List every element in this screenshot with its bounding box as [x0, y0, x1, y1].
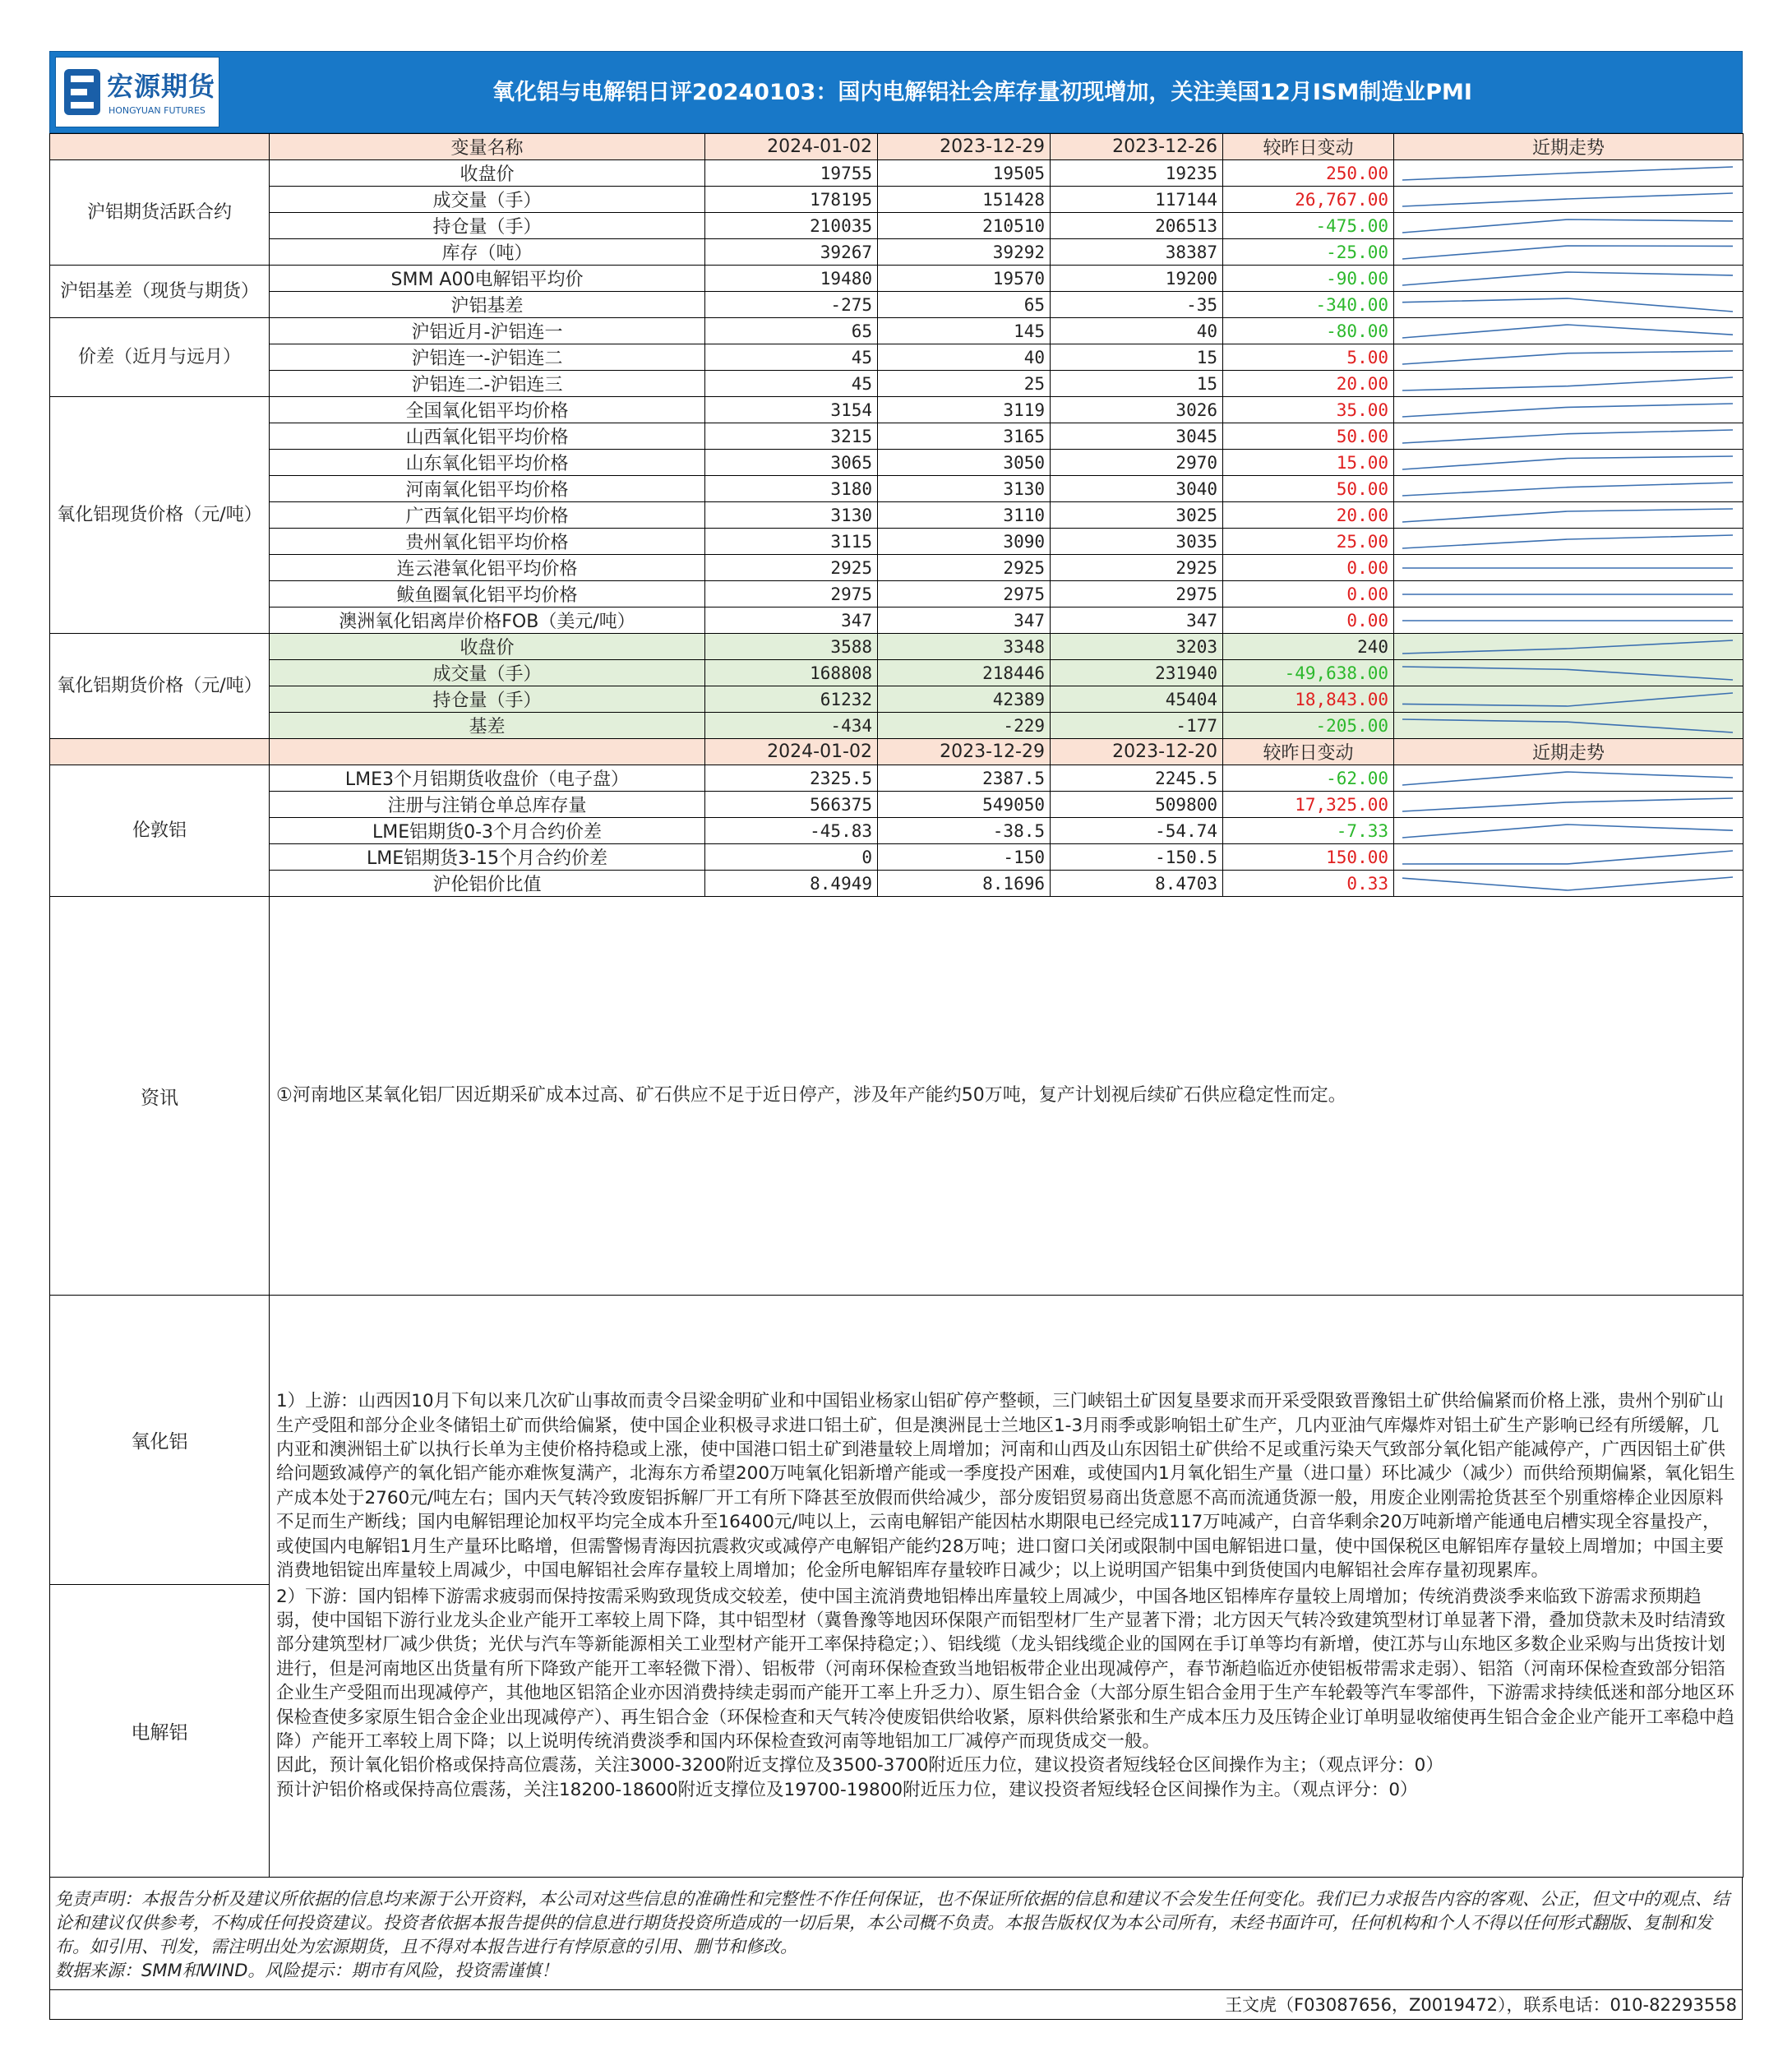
aluminum-data-table	[49, 133, 1744, 1878]
variable-label: 沪铝近月-沪铝连一	[270, 318, 705, 344]
variable-label: 持仓量（手）	[270, 213, 705, 239]
sparkline-chart	[1399, 506, 1736, 524]
trend-cell	[1394, 634, 1744, 660]
trend-cell	[1394, 686, 1744, 713]
value-date-2: 151428	[878, 187, 1051, 213]
sparkline-line	[1402, 719, 1733, 732]
value-date-2: 3348	[878, 634, 1051, 660]
table-row	[50, 371, 1744, 397]
variable-label: 贵州氧化铝平均价格	[270, 529, 705, 555]
sparkline-chart	[1399, 875, 1736, 893]
header-date-2: 2023-12-29	[878, 739, 1051, 765]
value-date-3: 2970	[1051, 450, 1223, 476]
table-row	[50, 529, 1744, 555]
sparkline-chart	[1399, 191, 1736, 209]
table-row	[50, 713, 1744, 739]
value-date-1: -45.83	[705, 818, 878, 844]
sparkline-line	[1402, 404, 1733, 417]
value-date-2: -150	[878, 844, 1051, 871]
value-date-3: 2975	[1051, 581, 1223, 607]
sparkline-line	[1402, 430, 1733, 443]
group-label: 沪铝期货活跃合约	[50, 160, 270, 266]
sparkline-line	[1402, 535, 1733, 548]
sparkline-chart	[1399, 270, 1736, 288]
group-label: 价差（近月与远月）	[50, 318, 270, 397]
sparkline-chart	[1399, 664, 1736, 682]
variable-label: 河南氧化铝平均价格	[270, 476, 705, 502]
sparkline-chart	[1399, 638, 1736, 656]
value-date-2: 2975	[878, 581, 1051, 607]
trend-cell	[1394, 213, 1744, 239]
change-value: 50.00	[1223, 423, 1394, 450]
sparkline-chart	[1399, 691, 1736, 709]
value-date-2: 3165	[878, 423, 1051, 450]
change-value: 150.00	[1223, 844, 1394, 871]
table-row	[50, 292, 1744, 318]
trend-cell	[1394, 581, 1744, 607]
news-label: 资讯	[50, 897, 270, 1296]
header-variable-name: 变量名称	[270, 134, 705, 160]
change-value: 25.00	[1223, 529, 1394, 555]
value-date-1: -434	[705, 713, 878, 739]
table-header-row	[50, 134, 1744, 160]
table-row	[50, 792, 1744, 818]
value-date-1: 19480	[705, 266, 878, 292]
header-trend: 近期走势	[1394, 134, 1744, 160]
header-date-3: 2023-12-26	[1051, 134, 1223, 160]
value-date-3: 19200	[1051, 266, 1223, 292]
value-date-1: 566375	[705, 792, 878, 818]
value-date-2: 347	[878, 607, 1051, 634]
change-value: -7.33	[1223, 818, 1394, 844]
sparkline-line	[1402, 798, 1733, 811]
table-row	[50, 686, 1744, 713]
variable-label: 连云港氧化铝平均价格	[270, 555, 705, 581]
header-date-3: 2023-12-20	[1051, 739, 1223, 765]
header-variable-name	[270, 739, 705, 765]
trend-cell	[1394, 871, 1744, 897]
sparkline-line	[1402, 667, 1733, 680]
value-date-3: -150.5	[1051, 844, 1223, 871]
group-label: 氧化铝现货价格（元/吨）	[50, 397, 270, 634]
value-date-3: 8.4703	[1051, 871, 1223, 897]
value-date-2: 3110	[878, 502, 1051, 529]
sparkline-chart	[1399, 164, 1736, 182]
change-value: -49,638.00	[1223, 660, 1394, 686]
value-date-2: 19505	[878, 160, 1051, 187]
trend-cell	[1394, 371, 1744, 397]
group-label: 伦敦铝	[50, 765, 270, 897]
aluminum-label: 电解铝	[50, 1585, 270, 1878]
sparkline-chart	[1399, 848, 1736, 866]
value-date-1: 2975	[705, 581, 878, 607]
value-date-3: 3026	[1051, 397, 1223, 423]
change-value: 35.00	[1223, 397, 1394, 423]
sparkline-chart	[1399, 796, 1736, 814]
change-value: -340.00	[1223, 292, 1394, 318]
variable-label: 成交量（手）	[270, 187, 705, 213]
table-row	[50, 844, 1744, 871]
variable-label: 沪伦铝价比值	[270, 871, 705, 897]
value-date-1: 45	[705, 371, 878, 397]
value-date-3: -177	[1051, 713, 1223, 739]
variable-label: 库存（吨）	[270, 239, 705, 266]
logo-english-name: HONGYUAN FUTURES	[109, 105, 206, 116]
variable-label: 沪铝连一-沪铝连二	[270, 344, 705, 371]
alumina-analysis: 1）上游：山西因10月下旬以来几次矿山事故而责令吕梁金明矿业和中国铝业杨家山铝矿停产整顿，三门峡铝土矿因复垦要求而开采受限致晋豫铝土矿供给偏紧而价格上涨，贵州个别矿山生产受阻和部分企业冬储铝土矿而供给偏紧，使中国企业积极寻求进口铝土矿，但是澳洲昆士兰地区1-3月雨季或影响铝土矿生产，几内亚油气库爆炸对铝土矿生产影响已经有所缓解，几内亚和澳洲铝土矿以执行长单为主使价格持稳或上涨，使中国港口铝土矿到港量较上周增加；河南和山西及山东因铝土矿供给不足或重污染天气致部分氧化铝产能减停产，广西因铝土矿供给问题致减停产的氧化铝产能亦难恢复满产，北海东方希望200万吨氧化铝新增产能或一季度投产困难，或使国内1月氧化铝生产量（进口量）环比减少（减少）而供给预期偏紧，氧化铝生产成本处于2760元/吨左右；国内天气转冷致废铝拆解厂开工有所下降甚至放假而供给减少，部分废铝贸易商出货意愿不高而流通货源一般，用废企业刚需抢货甚至个别重熔棒企业因原料不足而生产断线；国内电解铝理论加权平均完全成本升至16400元/吨以上，云南电解铝产能因枯水期限电已经完成117万吨减产，白音华剩余20万吨新增产能通电启槽实现全容量投产，或使国内电解铝1月生产量环比略增，但需警惕青海因抗震救灾或减停产电解铝产能约28万吨；进口窗口关闭或限制中国电解铝进口量，使中国保税区电解铝库存量较上周增加；中国主要消费地铝锭出库量较上周减少，中国电解铝社会库存量较上周增加；伦金所电解铝库存量较昨日减少；以上说明国产铝集中到货使国内电解铝社会库存量初现累库。	[276, 1391, 1735, 1582]
sparkline-line	[1402, 640, 1733, 654]
sparkline-chart	[1399, 769, 1736, 788]
disclaimer	[49, 1878, 1743, 1990]
value-date-1: 210035	[705, 213, 878, 239]
variable-label: 收盘价	[270, 160, 705, 187]
sparkline-chart	[1399, 243, 1736, 261]
value-date-3: 3045	[1051, 423, 1223, 450]
disclaimer-text: 免责声明：本报告分析及建议所依据的信息均来源于公开资料，本公司对这些信息的准确性和完整性不作任何保证，也不保证所依据的信息和建议不会发生任何变化。我们已力求报告内容的客观、公正，但文中的观点、结论和建议仅供参考，不构成任何投资建议。投资者依据本报告提供的信息进行期货投资所造成的一切后果，本公司概不负责。本报告版权仅为本公司所有，未经书面许可，任何机构和个人不得以任何形式翻版、复制和发布。如引用、刊发，需注明出处为宏源期货，且不得对本报告进行有悖原意的引用、删节和修改。	[55, 1889, 1730, 1956]
value-date-2: 3050	[878, 450, 1051, 476]
value-date-1: 65	[705, 318, 878, 344]
sparkline-chart	[1399, 296, 1736, 314]
value-date-2: 145	[878, 318, 1051, 344]
value-date-2: -38.5	[878, 818, 1051, 844]
trend-cell	[1394, 397, 1744, 423]
sparkline-line	[1402, 167, 1733, 180]
variable-label: 广西氧化铝平均价格	[270, 502, 705, 529]
change-value: 26,767.00	[1223, 187, 1394, 213]
value-date-1: 347	[705, 607, 878, 634]
value-date-2: 2925	[878, 555, 1051, 581]
variable-label: LME铝期货3-15个月合约价差	[270, 844, 705, 871]
value-date-2: 40	[878, 344, 1051, 371]
trend-cell	[1394, 160, 1744, 187]
sparkline-line	[1402, 825, 1733, 838]
value-date-3: 347	[1051, 607, 1223, 634]
value-date-1: 2325.5	[705, 765, 878, 792]
sparkline-chart	[1399, 349, 1736, 367]
table-row	[50, 476, 1744, 502]
trend-cell	[1394, 792, 1744, 818]
sparkline-line	[1402, 877, 1733, 890]
table-row	[50, 213, 1744, 239]
sparkline-line	[1402, 377, 1733, 390]
sparkline-chart	[1399, 585, 1736, 603]
value-date-1: 61232	[705, 686, 878, 713]
hongyuan-logo-icon	[62, 66, 102, 118]
value-date-3: 2245.5	[1051, 765, 1223, 792]
table-row	[50, 450, 1744, 476]
sparkline-chart	[1399, 427, 1736, 446]
trend-cell	[1394, 502, 1744, 529]
value-date-3: 2925	[1051, 555, 1223, 581]
sparkline-line	[1402, 851, 1733, 864]
value-date-1: 39267	[705, 239, 878, 266]
aluminum-row	[50, 1585, 1744, 1878]
change-value: 50.00	[1223, 476, 1394, 502]
variable-label: 注册与注销仓单总库存量	[270, 792, 705, 818]
alumina-row	[50, 1296, 1744, 1585]
header-change: 较昨日变动	[1223, 739, 1394, 765]
sparkline-line	[1402, 246, 1733, 259]
table-row	[50, 266, 1744, 292]
sparkline-line	[1402, 272, 1733, 285]
value-date-2: 39292	[878, 239, 1051, 266]
variable-label: 成交量（手）	[270, 660, 705, 686]
variable-label: 山东氧化铝平均价格	[270, 450, 705, 476]
sparkline-line	[1402, 772, 1733, 785]
variable-label: 全国氧化铝平均价格	[270, 397, 705, 423]
value-date-3: 117144	[1051, 187, 1223, 213]
sparkline-line	[1402, 483, 1733, 496]
change-value: -80.00	[1223, 318, 1394, 344]
table-row	[50, 607, 1744, 634]
variable-label: 鲅鱼圈氧化铝平均价格	[270, 581, 705, 607]
change-value: -25.00	[1223, 239, 1394, 266]
sparkline-chart	[1399, 717, 1736, 735]
change-value: -475.00	[1223, 213, 1394, 239]
table-row	[50, 634, 1744, 660]
table-row	[50, 871, 1744, 897]
trend-cell	[1394, 292, 1744, 318]
sparkline-chart	[1399, 822, 1736, 840]
variable-label: 收盘价	[270, 634, 705, 660]
value-date-2: 3119	[878, 397, 1051, 423]
table-row	[50, 555, 1744, 581]
table-row	[50, 318, 1744, 344]
change-value: -205.00	[1223, 713, 1394, 739]
header-blank	[50, 739, 270, 765]
value-date-1: 19755	[705, 160, 878, 187]
trend-cell	[1394, 844, 1744, 871]
value-date-1: -275	[705, 292, 878, 318]
change-value: 0.00	[1223, 607, 1394, 634]
company-logo	[55, 57, 219, 127]
value-date-1: 2925	[705, 555, 878, 581]
sparkline-line	[1402, 193, 1733, 206]
trend-cell	[1394, 607, 1744, 634]
table-row	[50, 344, 1744, 371]
change-value: 0.33	[1223, 871, 1394, 897]
sparkline-line	[1402, 693, 1733, 706]
value-date-3: 15	[1051, 344, 1223, 371]
header-change: 较昨日变动	[1223, 134, 1394, 160]
report-header	[49, 51, 1743, 133]
sparkline-line	[1402, 298, 1733, 312]
trend-cell	[1394, 555, 1744, 581]
value-date-1: 168808	[705, 660, 878, 686]
report-title: 氧化铝与电解铝日评20240103：国内电解铝社会库存量初现增加，关注美国12月ISM制造业PMI	[492, 80, 1472, 105]
value-date-2: -229	[878, 713, 1051, 739]
value-date-2: 3130	[878, 476, 1051, 502]
value-date-1: 3180	[705, 476, 878, 502]
table-row	[50, 581, 1744, 607]
value-date-3: 509800	[1051, 792, 1223, 818]
change-value: 0.00	[1223, 581, 1394, 607]
trend-cell	[1394, 266, 1744, 292]
trend-cell	[1394, 187, 1744, 213]
trend-cell	[1394, 450, 1744, 476]
table-row	[50, 502, 1744, 529]
aluminum-conclusion: 预计沪铝价格或保持高位震荡，关注18200-18600附近支撑位及19700-19800附近压力位，建议投资者短线轻仓区间操作为主。（观点评分：0）	[276, 1779, 1418, 1800]
change-value: 20.00	[1223, 502, 1394, 529]
sparkline-chart	[1399, 612, 1736, 630]
value-date-2: 42389	[878, 686, 1051, 713]
trend-cell	[1394, 765, 1744, 792]
trend-cell	[1394, 713, 1744, 739]
value-date-2: 210510	[878, 213, 1051, 239]
sparkline-chart	[1399, 559, 1736, 577]
change-value: 0.00	[1223, 555, 1394, 581]
change-value: 240	[1223, 634, 1394, 660]
sparkline-chart	[1399, 480, 1736, 498]
value-date-2: 2387.5	[878, 765, 1051, 792]
change-value: 250.00	[1223, 160, 1394, 187]
alumina-label: 氧化铝	[50, 1296, 270, 1585]
value-date-2: 3090	[878, 529, 1051, 555]
news-row	[50, 897, 1744, 1296]
trend-cell	[1394, 239, 1744, 266]
variable-label: 沪铝基差	[270, 292, 705, 318]
header-date-2: 2023-12-29	[878, 134, 1051, 160]
sparkline-chart	[1399, 454, 1736, 472]
change-value: 5.00	[1223, 344, 1394, 371]
trend-cell	[1394, 818, 1744, 844]
sparkline-chart	[1399, 401, 1736, 419]
aluminum-analysis: 2）下游：国内铝棒下游需求疲弱而保持按需采购致现货成交较差，使中国主流消费地铝棒出库量较上周减少，中国各地区铝棒库存量较上周增加；传统消费淡季来临致下游需求预期趋弱，使中国铝下游行业龙头企业产能开工率较上周下降，其中铝型材（冀鲁豫等地因环保限产而铝型材厂生产显著下滑；北方因天气转冷致建筑型材订单显著下滑，叠加贷款未及时结清致部分建筑型材厂减少供货；光伏与汽车等新能源相关工业型材产能开工率保持稳定；）、铝线缆（龙头铝线缆企业的国网在手订单等均有新增，使江苏与山东地区多数企业采购与出货按计划进行，但是河南地区出货量有所下降致产能开工率轻微下滑）、铝板带（河南环保检查致当地铝板带企业出现减停产，春节渐趋临近亦使铝板带需求走弱）、铝箔（河南环保检查致部分铝箔企业生产受阻而出现减停产，其他地区铝箔企业亦因消费持续走弱而产能开工率上升乏力）、原生铝合金（大部分原生铝合金用于生产车轮毂等汽车零部件，下游需求持续低迷和部分地区环保检查使多家原生铝合金企业出现减停产）、再生铝合金（环保检查和天气转冷使废铝供给收紧，原料供给紧张和生产成本压力及压铸企业订单明显收缩使再生铝合金企业产能开工率稳中趋降）产能开工率较上周下降；以上说明传统消费淡季和国内环保检查致河南等地铝加工厂减停产而现货成交一般。	[276, 1586, 1734, 1752]
value-date-3: 3203	[1051, 634, 1223, 660]
variable-label: LME铝期货0-3个月合约价差	[270, 818, 705, 844]
header-date-1: 2024-01-02	[705, 134, 878, 160]
value-date-3: 206513	[1051, 213, 1223, 239]
value-date-1: 8.4949	[705, 871, 878, 897]
value-date-3: 38387	[1051, 239, 1223, 266]
value-date-1: 0	[705, 844, 878, 871]
value-date-2: 65	[878, 292, 1051, 318]
table-row	[50, 423, 1744, 450]
table-row	[50, 660, 1744, 686]
variable-label: 沪铝连二-沪铝连三	[270, 371, 705, 397]
sparkline-line	[1402, 351, 1733, 364]
variable-label: LME3个月铝期货收盘价（电子盘）	[270, 765, 705, 792]
change-value: 18,843.00	[1223, 686, 1394, 713]
sparkline-line	[1402, 456, 1733, 469]
table-row	[50, 765, 1744, 792]
data-source: 数据来源：SMM和WIND。风险提示：期市有风险，投资需谨慎！	[55, 1961, 559, 1980]
table-row	[50, 160, 1744, 187]
sparkline-chart	[1399, 533, 1736, 551]
table-row	[50, 187, 1744, 213]
value-date-3: 40	[1051, 318, 1223, 344]
trend-cell	[1394, 318, 1744, 344]
value-date-3: 3025	[1051, 502, 1223, 529]
change-value: -90.00	[1223, 266, 1394, 292]
group-label: 氧化铝期货价格（元/吨）	[50, 634, 270, 739]
trend-cell	[1394, 423, 1744, 450]
value-date-1: 178195	[705, 187, 878, 213]
value-date-1: 3130	[705, 502, 878, 529]
value-date-2: 8.1696	[878, 871, 1051, 897]
value-date-3: 3035	[1051, 529, 1223, 555]
trend-cell	[1394, 476, 1744, 502]
variable-label: 持仓量（手）	[270, 686, 705, 713]
group-label: 沪铝基差（现货与期货）	[50, 266, 270, 318]
trend-cell	[1394, 660, 1744, 686]
sparkline-chart	[1399, 322, 1736, 340]
value-date-1: 3115	[705, 529, 878, 555]
table-header-row	[50, 739, 1744, 765]
value-date-1: 45	[705, 344, 878, 371]
value-date-3: 45404	[1051, 686, 1223, 713]
variable-label: 基差	[270, 713, 705, 739]
change-value: 20.00	[1223, 371, 1394, 397]
sparkline-chart	[1399, 217, 1736, 235]
value-date-3: 19235	[1051, 160, 1223, 187]
value-date-2: 549050	[878, 792, 1051, 818]
value-date-1: 3154	[705, 397, 878, 423]
value-date-3: -54.74	[1051, 818, 1223, 844]
header-blank	[50, 134, 270, 160]
change-value: 15.00	[1223, 450, 1394, 476]
alumina-conclusion: 因此，预计氧化铝价格或保持高位震荡，关注3000-3200附近支撑位及3500-3700附近压力位，建议投资者短线轻仓区间操作为主；（观点评分：0）	[276, 1755, 1443, 1776]
table-row	[50, 239, 1744, 266]
sparkline-line	[1402, 325, 1733, 338]
variable-label: 山西氧化铝平均价格	[270, 423, 705, 450]
value-date-3: -35	[1051, 292, 1223, 318]
change-value: 17,325.00	[1223, 792, 1394, 818]
change-value: -62.00	[1223, 765, 1394, 792]
value-date-3: 231940	[1051, 660, 1223, 686]
value-date-2: 25	[878, 371, 1051, 397]
trend-cell	[1394, 529, 1744, 555]
value-date-1: 3065	[705, 450, 878, 476]
value-date-3: 3040	[1051, 476, 1223, 502]
value-date-2: 19570	[878, 266, 1051, 292]
logo-chinese-name: 宏源期货	[107, 71, 216, 102]
sparkline-line	[1402, 219, 1733, 233]
sparkline-line	[1402, 509, 1733, 522]
header-trend: 近期走势	[1394, 739, 1744, 765]
table-row	[50, 818, 1744, 844]
value-date-3: 15	[1051, 371, 1223, 397]
trend-cell	[1394, 344, 1744, 371]
variable-label: 澳洲氧化铝离岸价格FOB（美元/吨）	[270, 607, 705, 634]
variable-label: SMM A00电解铝平均价	[270, 266, 705, 292]
value-date-2: 218446	[878, 660, 1051, 686]
sparkline-chart	[1399, 375, 1736, 393]
news-text: ①河南地区某氧化铝厂因近期采矿成本过高、矿石供应不足于近日停产，涉及年产能约50万吨，复产计划视后续矿石供应稳定性而定。	[270, 897, 1744, 1296]
value-date-1: 3588	[705, 634, 878, 660]
value-date-1: 3215	[705, 423, 878, 450]
table-row	[50, 397, 1744, 423]
author-contact: 王文虎（F03087656，Z0019472），联系电话：010-82293558	[49, 1990, 1743, 2020]
header-date-1: 2024-01-02	[705, 739, 878, 765]
